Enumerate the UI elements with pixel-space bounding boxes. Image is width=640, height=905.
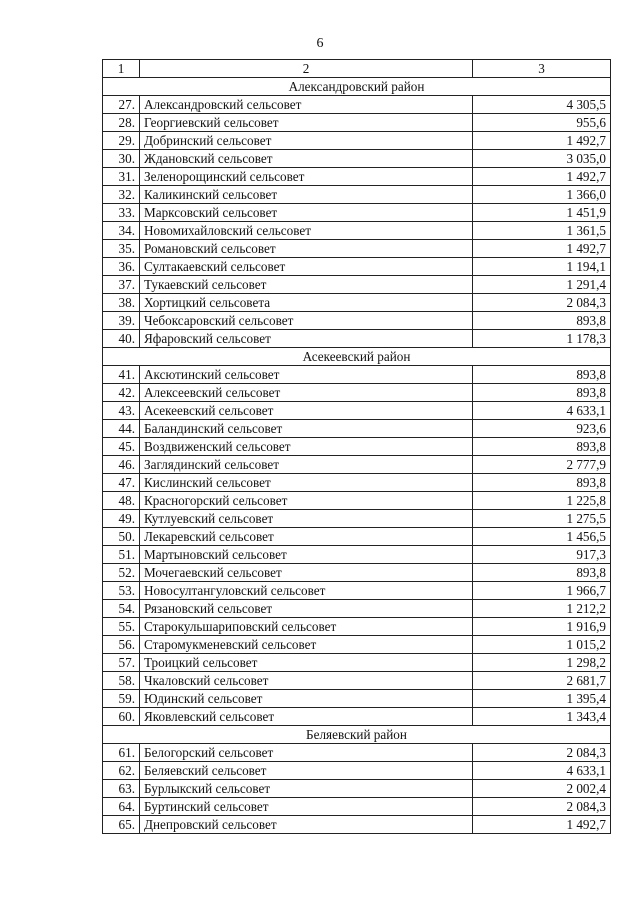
allocation-value: 2 084,3	[473, 798, 611, 816]
settlement-name: Воздвиженский сельсовет	[140, 438, 473, 456]
row-number: 52.	[103, 564, 140, 582]
row-number: 36.	[103, 258, 140, 276]
allocation-value: 2 084,3	[473, 744, 611, 762]
table-row	[103, 168, 611, 186]
settlement-name: Яковлевский сельсовет	[140, 708, 473, 726]
table-header-row	[103, 60, 611, 78]
settlement-name: Старокульшариповский сельсовет	[140, 618, 473, 636]
table-row	[103, 474, 611, 492]
row-number: 31.	[103, 168, 140, 186]
allocation-value: 1 178,3	[473, 330, 611, 348]
allocation-value: 923,6	[473, 420, 611, 438]
table-row	[103, 816, 611, 834]
row-number: 62.	[103, 762, 140, 780]
settlement-name: Георгиевский сельсовет	[140, 114, 473, 132]
table-row	[103, 384, 611, 402]
table-row	[103, 564, 611, 582]
row-number: 44.	[103, 420, 140, 438]
district-name: Беляевский район	[103, 726, 611, 744]
row-number: 63.	[103, 780, 140, 798]
table-row	[103, 510, 611, 528]
row-number: 57.	[103, 654, 140, 672]
table-row	[103, 186, 611, 204]
row-number: 59.	[103, 690, 140, 708]
row-number: 53.	[103, 582, 140, 600]
settlement-name: Тукаевский сельсовет	[140, 276, 473, 294]
district-name: Асекеевский район	[103, 348, 611, 366]
allocation-value: 1 916,9	[473, 618, 611, 636]
row-number: 64.	[103, 798, 140, 816]
settlement-name: Марксовский сельсовет	[140, 204, 473, 222]
settlement-name: Асекеевский сельсовет	[140, 402, 473, 420]
settlement-name: Ждановский сельсовет	[140, 150, 473, 168]
row-number: 28.	[103, 114, 140, 132]
table-row	[103, 222, 611, 240]
row-number: 40.	[103, 330, 140, 348]
allocation-value: 1 492,7	[473, 132, 611, 150]
allocation-value: 1 298,2	[473, 654, 611, 672]
allocation-value: 1 212,2	[473, 600, 611, 618]
settlement-name: Белогорский сельсовет	[140, 744, 473, 762]
header-cell-3: 3	[473, 60, 611, 78]
table-row	[103, 528, 611, 546]
row-number: 41.	[103, 366, 140, 384]
row-number: 39.	[103, 312, 140, 330]
row-number: 47.	[103, 474, 140, 492]
table-row	[103, 690, 611, 708]
settlement-name: Юдинский сельсовет	[140, 690, 473, 708]
allocation-value: 893,8	[473, 474, 611, 492]
row-number: 34.	[103, 222, 140, 240]
settlement-name: Мартыновский сельсовет	[140, 546, 473, 564]
settlement-name: Чебоксаровский сельсовет	[140, 312, 473, 330]
row-number: 58.	[103, 672, 140, 690]
allocation-value: 1 291,4	[473, 276, 611, 294]
settlement-name: Новомихайловский сельсовет	[140, 222, 473, 240]
table-row	[103, 96, 611, 114]
row-number: 35.	[103, 240, 140, 258]
table-row	[103, 492, 611, 510]
settlement-name: Султакаевский сельсовет	[140, 258, 473, 276]
row-number: 60.	[103, 708, 140, 726]
allocation-value: 1 395,4	[473, 690, 611, 708]
settlement-name: Кутлуевский сельсовет	[140, 510, 473, 528]
allocation-value: 1 343,4	[473, 708, 611, 726]
allocation-value: 2 084,3	[473, 294, 611, 312]
table-row	[103, 258, 611, 276]
district-header-row	[103, 78, 611, 96]
table-row	[103, 294, 611, 312]
table-row	[103, 420, 611, 438]
row-number: 65.	[103, 816, 140, 834]
allocation-value: 1 492,7	[473, 168, 611, 186]
settlement-name: Красногорский сельсовет	[140, 492, 473, 510]
settlement-name: Каликинский сельсовет	[140, 186, 473, 204]
allocation-value: 2 681,7	[473, 672, 611, 690]
allocation-value: 4 633,1	[473, 402, 611, 420]
row-number: 32.	[103, 186, 140, 204]
settlement-name: Старомукменевский сельсовет	[140, 636, 473, 654]
table-row	[103, 600, 611, 618]
allocation-value: 1 451,9	[473, 204, 611, 222]
allocation-value: 1 492,7	[473, 816, 611, 834]
settlement-name: Новосултангуловский сельсовет	[140, 582, 473, 600]
settlement-name: Баландинский сельсовет	[140, 420, 473, 438]
row-number: 42.	[103, 384, 140, 402]
table-row	[103, 366, 611, 384]
settlement-name: Хортицкий сельсовета	[140, 294, 473, 312]
row-number: 56.	[103, 636, 140, 654]
page-number: 6	[316, 36, 324, 51]
table-row	[103, 204, 611, 222]
settlement-name: Днепровский сельсовет	[140, 816, 473, 834]
allocation-value: 4 305,5	[473, 96, 611, 114]
settlement-name: Яфаровский сельсовет	[140, 330, 473, 348]
settlement-name: Зеленорощинский сельсовет	[140, 168, 473, 186]
table-row	[103, 672, 611, 690]
row-number: 43.	[103, 402, 140, 420]
table-row	[103, 402, 611, 420]
allocation-value: 955,6	[473, 114, 611, 132]
settlement-name: Троицкий сельсовет	[140, 654, 473, 672]
allocation-value: 1 456,5	[473, 528, 611, 546]
table-row	[103, 708, 611, 726]
row-number: 45.	[103, 438, 140, 456]
table-row	[103, 312, 611, 330]
row-number: 29.	[103, 132, 140, 150]
table-row	[103, 456, 611, 474]
settlement-name: Лекаревский сельсовет	[140, 528, 473, 546]
settlement-name: Кислинский сельсовет	[140, 474, 473, 492]
allocation-value: 1 225,8	[473, 492, 611, 510]
row-number: 48.	[103, 492, 140, 510]
row-number: 61.	[103, 744, 140, 762]
row-number: 54.	[103, 600, 140, 618]
settlement-name: Добринский сельсовет	[140, 132, 473, 150]
table-row	[103, 798, 611, 816]
table-row	[103, 744, 611, 762]
settlement-name: Александровский сельсовет	[140, 96, 473, 114]
table-row	[103, 114, 611, 132]
settlement-name: Рязановский сельсовет	[140, 600, 473, 618]
row-number: 38.	[103, 294, 140, 312]
district-header-row	[103, 726, 611, 744]
table-row	[103, 330, 611, 348]
row-number: 37.	[103, 276, 140, 294]
allocation-value: 1 275,5	[473, 510, 611, 528]
table-row	[103, 582, 611, 600]
settlement-name: Буртинский сельсовет	[140, 798, 473, 816]
settlement-name: Романовский сельсовет	[140, 240, 473, 258]
district-name: Александровский район	[103, 78, 611, 96]
allocation-value: 893,8	[473, 564, 611, 582]
settlement-name: Беляевский сельсовет	[140, 762, 473, 780]
table-row	[103, 438, 611, 456]
settlement-name: Бурлыкский сельсовет	[140, 780, 473, 798]
allocation-value: 1 361,5	[473, 222, 611, 240]
row-number: 50.	[103, 528, 140, 546]
budget-table	[102, 59, 611, 834]
allocation-value: 893,8	[473, 438, 611, 456]
settlement-name: Чкаловский сельсовет	[140, 672, 473, 690]
table-row	[103, 150, 611, 168]
district-header-row	[103, 348, 611, 366]
allocation-value: 2 777,9	[473, 456, 611, 474]
table-row	[103, 654, 611, 672]
row-number: 30.	[103, 150, 140, 168]
settlement-name: Мочегаевский сельсовет	[140, 564, 473, 582]
table-row	[103, 780, 611, 798]
allocation-value: 1 015,2	[473, 636, 611, 654]
settlement-name: Заглядинский сельсовет	[140, 456, 473, 474]
settlement-name: Алексеевский сельсовет	[140, 384, 473, 402]
allocation-value: 1 366,0	[473, 186, 611, 204]
table-row	[103, 240, 611, 258]
row-number: 49.	[103, 510, 140, 528]
row-number: 46.	[103, 456, 140, 474]
table-row	[103, 636, 611, 654]
settlement-name: Аксютинский сельсовет	[140, 366, 473, 384]
allocation-value: 1 492,7	[473, 240, 611, 258]
table-row	[103, 618, 611, 636]
row-number: 51.	[103, 546, 140, 564]
allocation-value: 3 035,0	[473, 150, 611, 168]
table-body	[103, 60, 611, 834]
table-row	[103, 546, 611, 564]
allocation-value: 1 966,7	[473, 582, 611, 600]
allocation-value: 1 194,1	[473, 258, 611, 276]
table-row	[103, 276, 611, 294]
allocation-value: 893,8	[473, 312, 611, 330]
header-cell-2: 2	[140, 60, 473, 78]
allocation-value: 4 633,1	[473, 762, 611, 780]
row-number: 33.	[103, 204, 140, 222]
allocation-value: 893,8	[473, 366, 611, 384]
allocation-value: 2 002,4	[473, 780, 611, 798]
table-row	[103, 132, 611, 150]
row-number: 27.	[103, 96, 140, 114]
allocation-value: 917,3	[473, 546, 611, 564]
row-number: 55.	[103, 618, 140, 636]
table-row	[103, 762, 611, 780]
header-cell-1: 1	[103, 60, 140, 78]
allocation-value: 893,8	[473, 384, 611, 402]
